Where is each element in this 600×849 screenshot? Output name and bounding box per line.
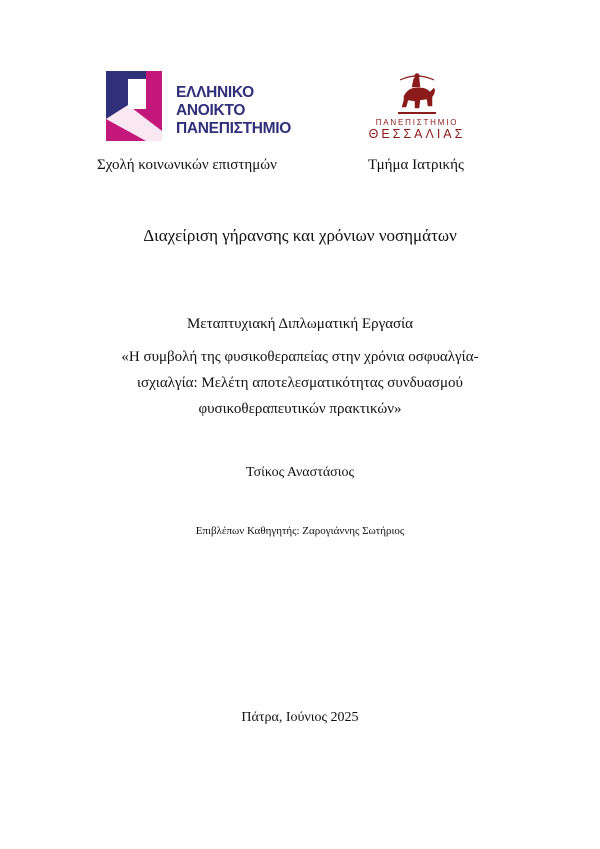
emblem-rider-head <box>415 74 420 79</box>
logo-white-window <box>128 79 146 109</box>
university-of-thessaly-name <box>362 119 472 141</box>
emblem-horse <box>402 88 435 108</box>
supervisor: Επιβλέπων Καθηγητής: Ζαρογιάννης Σωτήριος <box>195 525 405 537</box>
university-of-thessaly-emblem <box>392 70 442 118</box>
uth-name-line2: ΘΕΣΣΑΛΙΑΣ <box>368 127 466 141</box>
program-title: Διαχείριση γήρανσης και χρόνιων νοσημάτων <box>143 226 457 245</box>
author-name: Τσίκος Αναστάσιος <box>245 465 355 480</box>
logo-name-line: ΑΝΟΙΚΤΟ <box>176 102 246 119</box>
thesis-title <box>60 344 540 422</box>
thesis-title-line: «Η συμβολή της φυσικοθεραπείας στην χρόνια οσφυαλγία- <box>121 349 479 365</box>
logo-name-line: ΠΑΝΕΠΙΣΤΗΜΙΟ <box>176 120 292 137</box>
school-name: Σχολή κοινωνικών επιστημών <box>97 157 277 173</box>
thesis-type: Μεταπτυχιακή Διπλωματική Εργασία <box>186 316 414 332</box>
place-date: Πάτρα, Ιούνιος 2025 <box>241 710 359 725</box>
emblem-base-line <box>398 112 436 114</box>
uth-name-line1: ΠΑΝΕΠΙΣΤΗΜΙΟ <box>375 118 459 127</box>
hellenic-open-university-logo <box>106 71 176 145</box>
hellenic-open-university-name <box>176 84 306 138</box>
emblem-rider <box>412 78 420 87</box>
department-name: Τμήμα Ιατρικής <box>368 157 464 173</box>
thesis-title-line: ισχιαλγία: Μελέτη αποτελεσματικότητας συνδυασμού <box>137 375 463 391</box>
thesis-title-line: φυσικοθεραπευτικών πρακτικών» <box>198 401 402 417</box>
logo-name-line: ΕΛΛΗΝΙΚΟ <box>176 84 254 101</box>
